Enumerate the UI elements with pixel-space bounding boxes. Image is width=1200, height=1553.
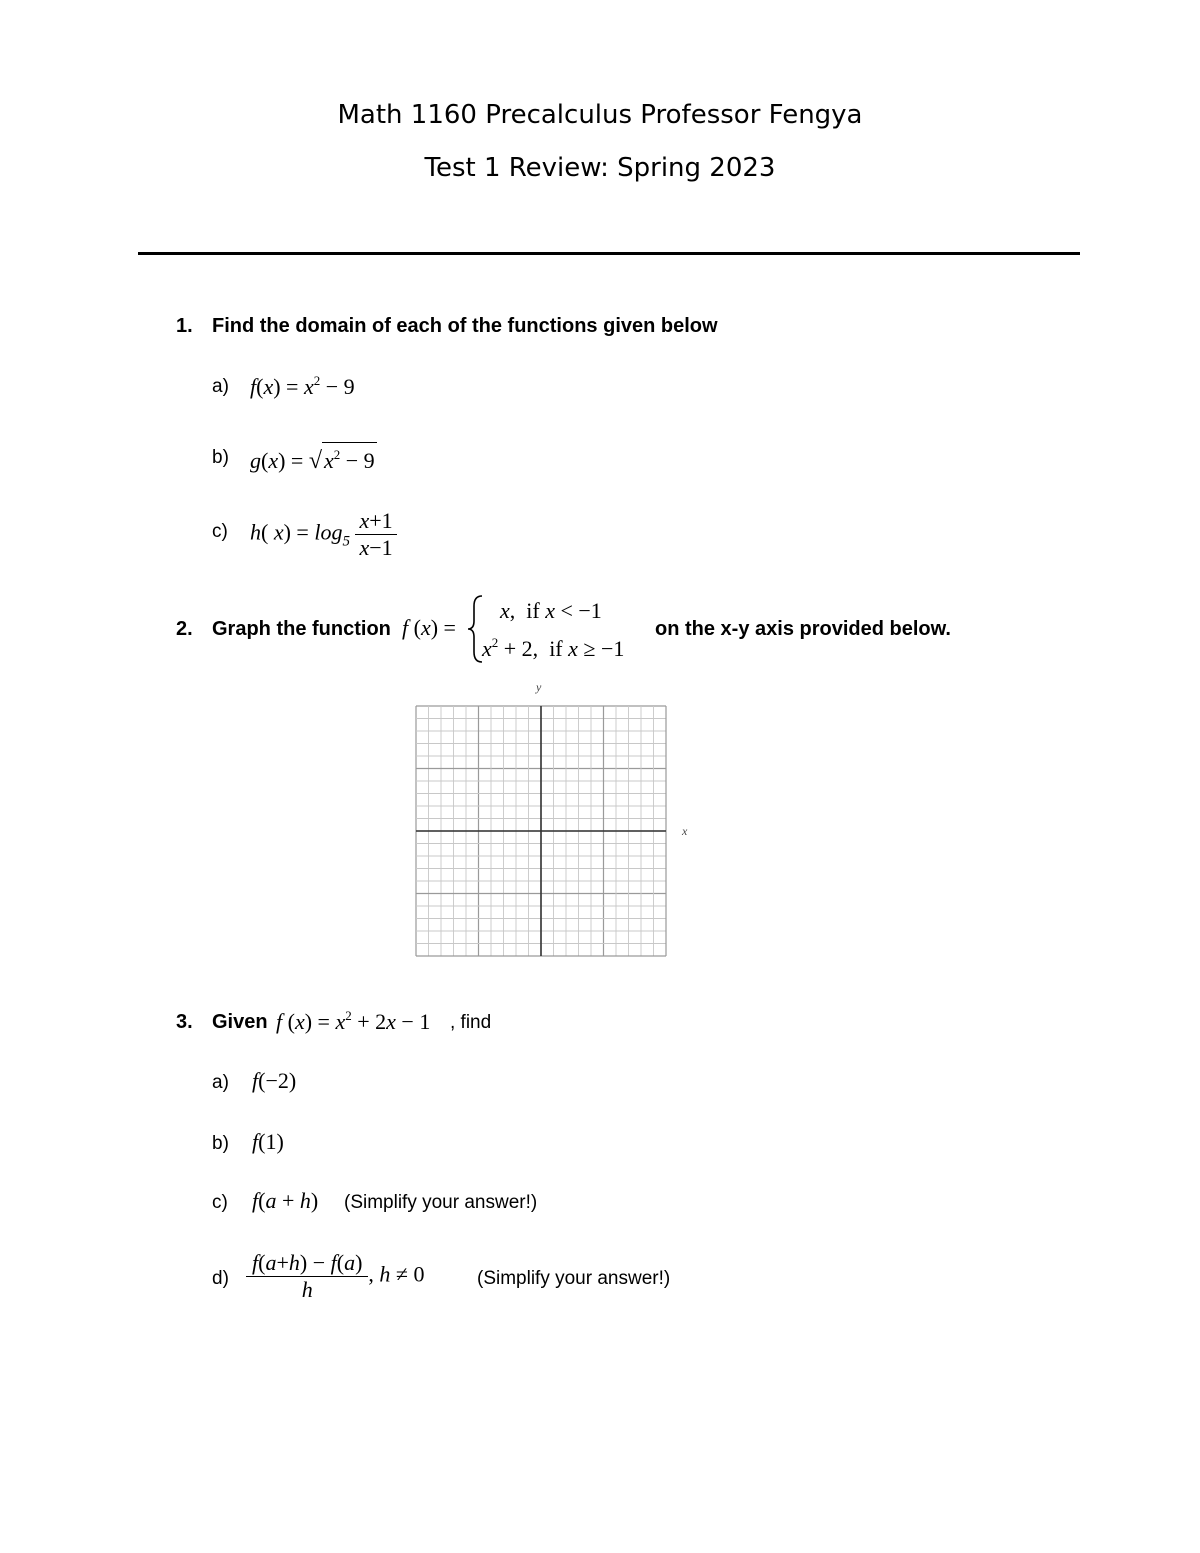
q2-piece-1: x, if x < −1	[500, 598, 602, 623]
q3-part-d-expression: $\frac{f(a+h) - f(a)}{h}$ , h ≠ 0	[246, 1250, 424, 1303]
q2-function-name: f (x) =	[402, 615, 456, 640]
q1-part-a-label: a)	[212, 376, 229, 397]
q3-function-definition: f $(x) = x^2 + 2x - 1$	[276, 1008, 431, 1034]
q1-part-b-label: b)	[212, 447, 229, 468]
question-2-text-before: Graph the function	[212, 618, 391, 640]
header-divider	[138, 252, 1080, 255]
q3-part-d-label: d)	[212, 1268, 229, 1289]
q1-part-b-expression: $g(x) = √x^2 - 9$	[250, 442, 377, 475]
q2-piece-2: $x^2 + 2$, if x ≥ −1	[482, 635, 625, 661]
q1-part-c-expression: h( $x) = \log_5$ $\frac{x+1}{x-1}$	[250, 508, 397, 561]
q3-part-c-expression: f(a + h)	[252, 1188, 319, 1213]
q3-part-c-note: (Simplify your answer!)	[344, 1192, 538, 1213]
q3-part-a-label: a)	[212, 1072, 229, 1093]
question-1-text: Find the domain of each of the functions given below	[212, 315, 718, 337]
q2-piece-2-if: if	[549, 636, 563, 661]
q2-piece-1-if: if	[526, 598, 540, 623]
question-2-text-after: on the x-y axis provided below.	[655, 618, 951, 640]
course-title: Math 1160 Precalculus Professor Fengya	[337, 100, 863, 130]
q3-part-d-note: (Simplify your answer!)	[477, 1268, 671, 1289]
question-1-number: 1.	[176, 315, 193, 337]
question-3-text-after: , find	[450, 1012, 492, 1033]
q1-part-c-label: c)	[212, 521, 228, 542]
q3-part-a-expression: f(−2)	[252, 1068, 297, 1093]
test-title: Test 1 Review: Spring 2023	[424, 153, 776, 183]
q3-part-c-label: c)	[212, 1192, 228, 1213]
x-axis-label: x	[682, 824, 688, 838]
question-3-text-before: Given	[212, 1011, 268, 1033]
q3-part-b-label: b)	[212, 1133, 229, 1154]
question-2-number: 2.	[176, 618, 193, 640]
q3-part-b-expression: f(1)	[252, 1129, 284, 1154]
question-3-number: 3.	[176, 1011, 193, 1033]
coordinate-grid	[414, 704, 668, 958]
y-axis-label: y	[536, 680, 542, 694]
q1-part-a-expression: $f(x) = x^2 - 9$	[250, 373, 355, 399]
